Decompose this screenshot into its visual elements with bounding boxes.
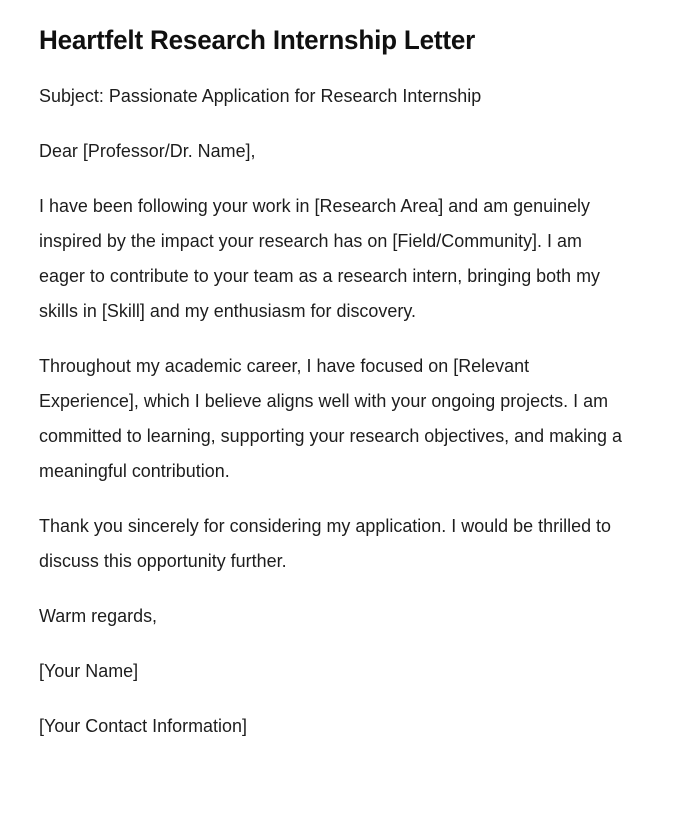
page-title: Heartfelt Research Internship Letter: [39, 25, 476, 55]
paragraph-spacer: [39, 329, 660, 349]
paragraph-spacer: [39, 489, 660, 509]
paragraph-spacer: [39, 689, 660, 709]
letter-paragraph-contact-placeholder: [Your Contact Information]: [39, 716, 247, 736]
letter-paragraph-name-placeholder: [Your Name]: [39, 661, 139, 681]
paragraph-spacer: [39, 169, 660, 189]
paragraph-spacer: [39, 114, 660, 134]
letter-paragraph-experience: Throughout my academic career, I have focused on [Relevant Experience], which I believe aligns well with your ongoing projects. I am committed to learning, supporting your research objectives, and making a meaningful contribution.: [39, 356, 622, 481]
letter-paragraph-salutation: Dear [Professor/Dr. Name],: [39, 141, 256, 161]
letter-paragraph-signoff: Warm regards,: [39, 606, 158, 626]
paragraph-spacer: [39, 634, 660, 654]
letter-body: [39, 79, 660, 744]
letter-paragraph-subject: Subject: Passionate Application for Research Internship: [39, 86, 482, 106]
title-spacer: [39, 58, 660, 79]
letter-paragraph-intro: I have been following your work in [Research Area] and am genuinely inspired by the impact your research has on [Field/Community]. I am eager to contribute to your team as a research intern, bringing both my skills in [Skill] and my enthusiasm for discovery.: [39, 196, 601, 321]
letter-paragraph-closing: Thank you sincerely for considering my application. I would be thrilled to discuss this opportunity further.: [39, 516, 612, 571]
paragraph-spacer: [39, 579, 660, 599]
